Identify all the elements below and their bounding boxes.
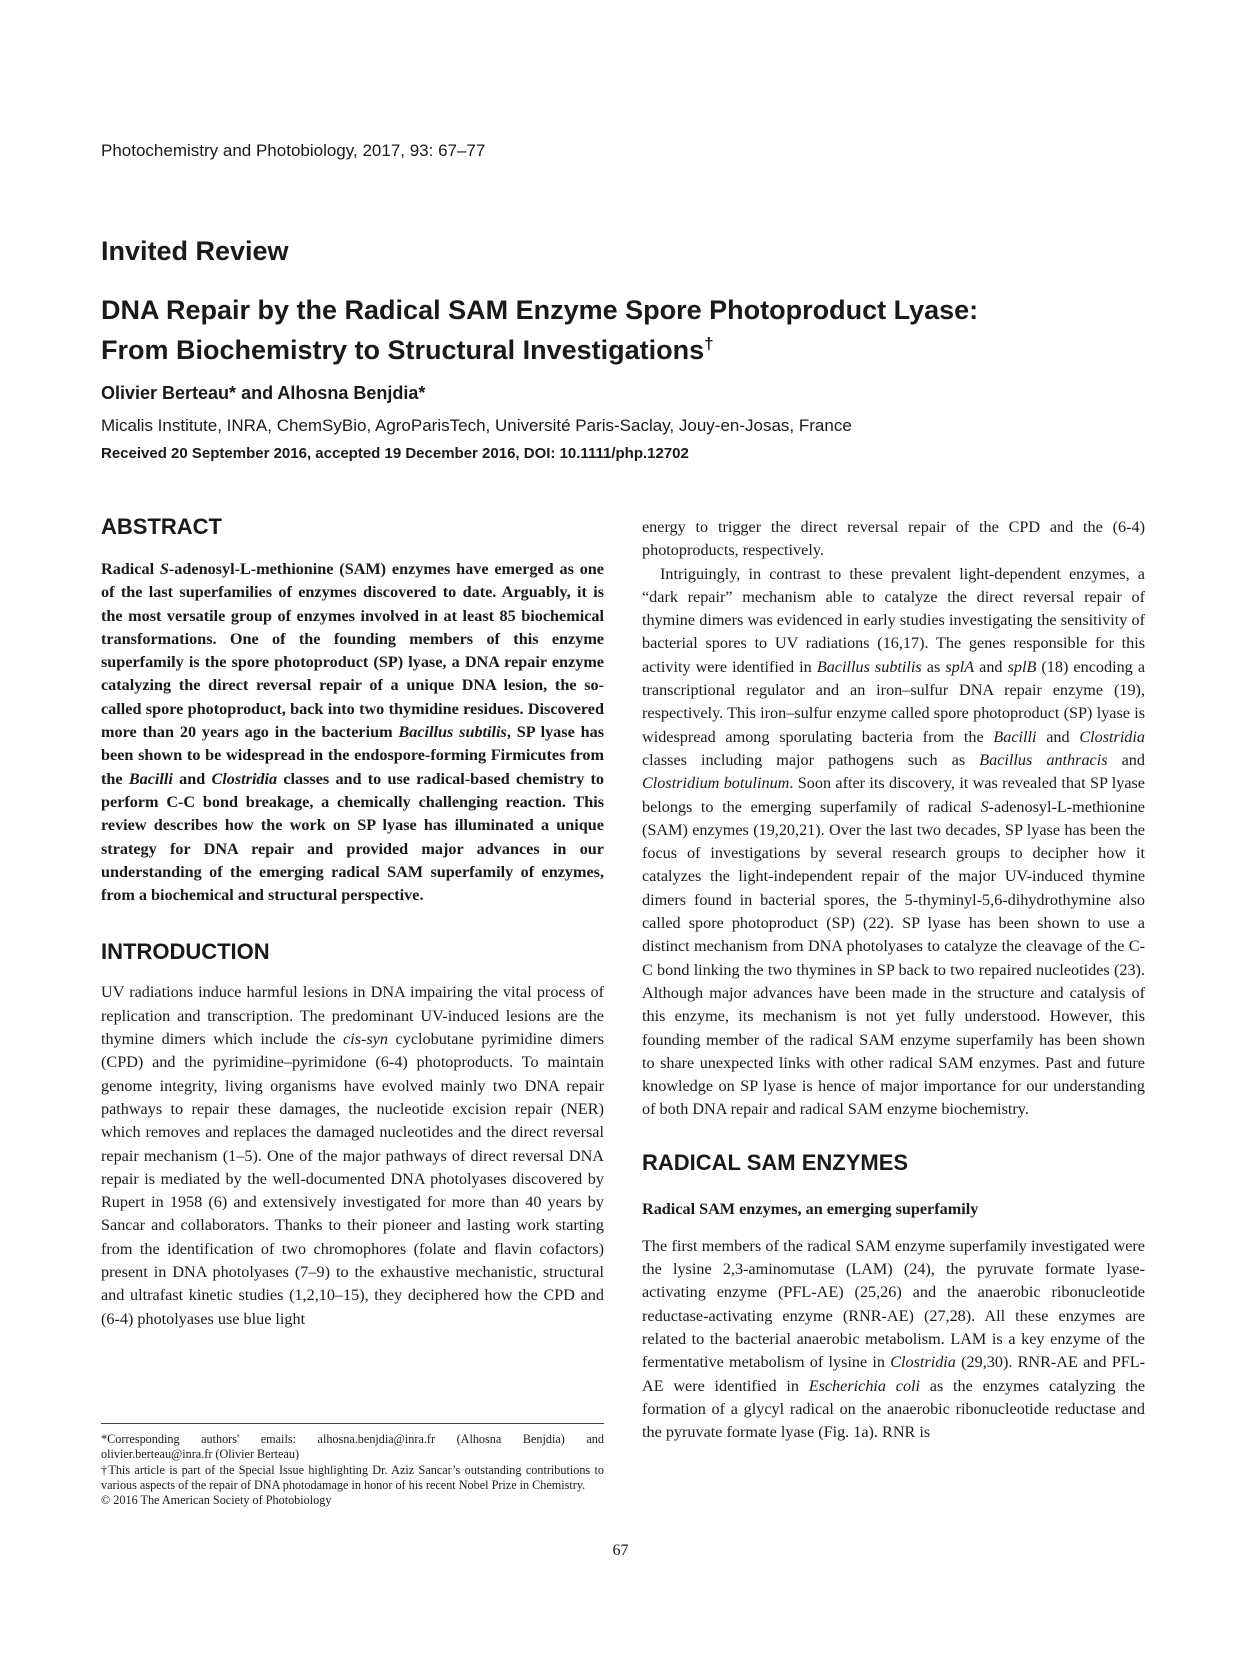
- section-label: Invited Review: [101, 236, 289, 266]
- radical-sam-subheading: Radical SAM enzymes, an emerging superfamily: [642, 1199, 979, 1218]
- received-dates-doi: Received 20 September 2016, accepted 19 December 2016, DOI: 10.1111/php.12702: [101, 445, 689, 462]
- corresponding-author-note: *Corresponding authors' emails: alhosna.benjdia@inra.fr (Alhosna Benjdia) and olivier.berteau@inra.fr (Olivier Berteau): [101, 1432, 604, 1462]
- abstract-heading: ABSTRACT: [101, 514, 222, 539]
- paper-title: [101, 294, 1161, 367]
- journal-reference: Photochemistry and Photobiology, 2017, 93: 67–77: [101, 141, 486, 160]
- spore-photoproduct-paragraph: Intriguingly, in contrast to these prevalent light-dependent enzymes, a “dark repair” mechanism able to catalyze the direct reversal repair of thymine dimers was evidenced in early studies investigating the sensitivity of bacterial spores to UV radiations (16,17). The genes responsible for this activity were identified in Bacillus subtilis as splA and splB (18) encoding a transcriptional regulator and an iron–sulfur DNA repair enzyme (19), respectively. This iron–sulfur enzyme called spore photoproduct (SP) lyase is widespread among sporulating bacteria from the Bacilli and Clostridia classes including major pathogens such as Bacillus anthracis and Clostridium botulinum. Soon after its discovery, it was revealed that SP lyase belongs to the emerging superfamily of radical S-adenosyl-L-methionine (SAM) enzymes (19,20,21). Over the last two decades, SP lyase has been the focus of investigations by several research groups to decipher how it catalyzes the light-independent repair of the major UV-induced thymine dimers found in bacterial spores, the 5-thyminyl-5,6-dihydrothymine also called spore photoproduct (SP) (22). SP lyase has been shown to use a distinct mechanism from DNA photolyases to catalyze the cleavage of the C-C bond linking the two thymines in SP back to two repaired nucleotides (23). Although major advances have been made in the structure and catalysis of this enzyme, its mechanism is not yet fully understood. However, this founding member of the radical SAM enzyme superfamily has been shown to share unexpected links with other radical SAM enzymes. Past and future knowledge on SP lyase is hence of major importance for our understanding of both DNA repair and radical SAM enzyme biochemistry.: [642, 564, 1146, 1119]
- title-line-1: DNA Repair by the Radical SAM Enzyme Spore Photoproduct Lyase:: [101, 295, 979, 325]
- abstract-text: Radical S-adenosyl-L-methionine (SAM) enzymes have emerged as one of the last superfamilies of enzymes discovered to date. Arguably, it is the most versatile group of enzymes involved in at least 85 biochemical transformations. One of the founding members of this enzyme superfamily is the spore photoproduct (SP) lyase, a DNA repair enzyme catalyzing the direct reversal repair of a unique DNA lesion, the so-called spore photoproduct, back into two thymidine residues. Discovered more than 20 years ago in the bacterium Bacillus subtilis, SP lyase has been shown to be widespread in the endospore-forming Firmicutes from the Bacilli and Clostridia classes and to use radical-based chemistry to perform C-C bond breakage, a chemically challenging reaction. This review describes how the work on SP lyase has illuminated a unique strategy for DNA repair and provided major advances in our understanding of the emerging radical SAM superfamily of enzymes, from a biochemical and structural perspective.: [101, 560, 605, 905]
- radical-sam-paragraph: The first members of the radical SAM enzyme superfamily investigated were the lysine 2,3-aminomutase (LAM) (24), the pyruvate formate lyase-activating enzyme (PFL-AE) (25,26) and the anaerobic ribonucleotide reductase-activating enzyme (RNR-AE) (27,28). All these enzymes are related to the bacterial anaerobic metabolism. LAM is a key enzyme of the fermentative metabolism of lysine in Clostridia (29,30). RNR-AE and PFL-AE were identified in Escherichia coli as the enzymes catalyzing the formation of a glycyl radical on the anaerobic ribonucleotide reductase and the pyruvate formate lyase (Fig. 1a). RNR is: [642, 1236, 1146, 1442]
- radical-sam-heading: RADICAL SAM ENZYMES: [642, 1149, 909, 1175]
- continued-paragraph: energy to trigger the direct reversal repair of the CPD and the (6-4) photoproducts, respectively.: [642, 518, 1145, 560]
- right-column: [642, 516, 1145, 1444]
- title-line-2: From Biochemistry to Structural Investigations: [101, 335, 705, 365]
- footnotes: [101, 1423, 604, 1508]
- introduction-heading: INTRODUCTION: [101, 939, 270, 965]
- title-footnote-mark: †: [704, 334, 714, 353]
- authors: Olivier Berteau* and Alhosna Benjdia*: [101, 383, 426, 403]
- introduction-paragraph: UV radiations induce harmful lesions in DNA impairing the vital process of replication and transcription. The predominant UV-induced lesions are the thymine dimers which include the cis-syn cyclobutane pyrimidine dimers (CPD) and the pyrimidine–pyrimidone (6-4) photoproducts. To maintain genome integrity, living organisms have evolved mainly two DNA repair pathways to repair these damages, the nucleotide excision repair (NER) which removes and replaces the damaged nucleotides and the direct reversal repair mechanism (1–5). One of the major pathways of direct reversal DNA repair is mediated by the well-documented DNA photolyases discovered by Rupert in 1958 (6) and extensively investigated for more than 40 years by Sancar and collaborators. Thanks to their pioneer and lasting work starting from the identification of two chromophores (folate and flavin cofactors) present in DNA photolyases (7–9) to the exhaustive mechanistic, structural and ultrafast kinetic studies (1,2,10–15), they deciphered how the CPD and (6-4) photolyases use blue light: [101, 983, 605, 1328]
- copyright-note: © 2016 The American Society of Photobiology: [101, 1493, 332, 1508]
- footnote-divider: [101, 1423, 604, 1424]
- page-number: 67: [612, 1542, 629, 1559]
- special-issue-note: †This article is part of the Special Issue highlighting Dr. Aziz Sancar’s outstanding contributions to various aspects of the repair of DNA photodamage in honor of his recent Nobel Prize in Chemistry.: [101, 1462, 604, 1492]
- left-column: [101, 512, 604, 1331]
- affiliation: Micalis Institute, INRA, ChemSyBio, AgroParisTech, Université Paris-Saclay, Jouy-en-Josas, France: [101, 416, 852, 435]
